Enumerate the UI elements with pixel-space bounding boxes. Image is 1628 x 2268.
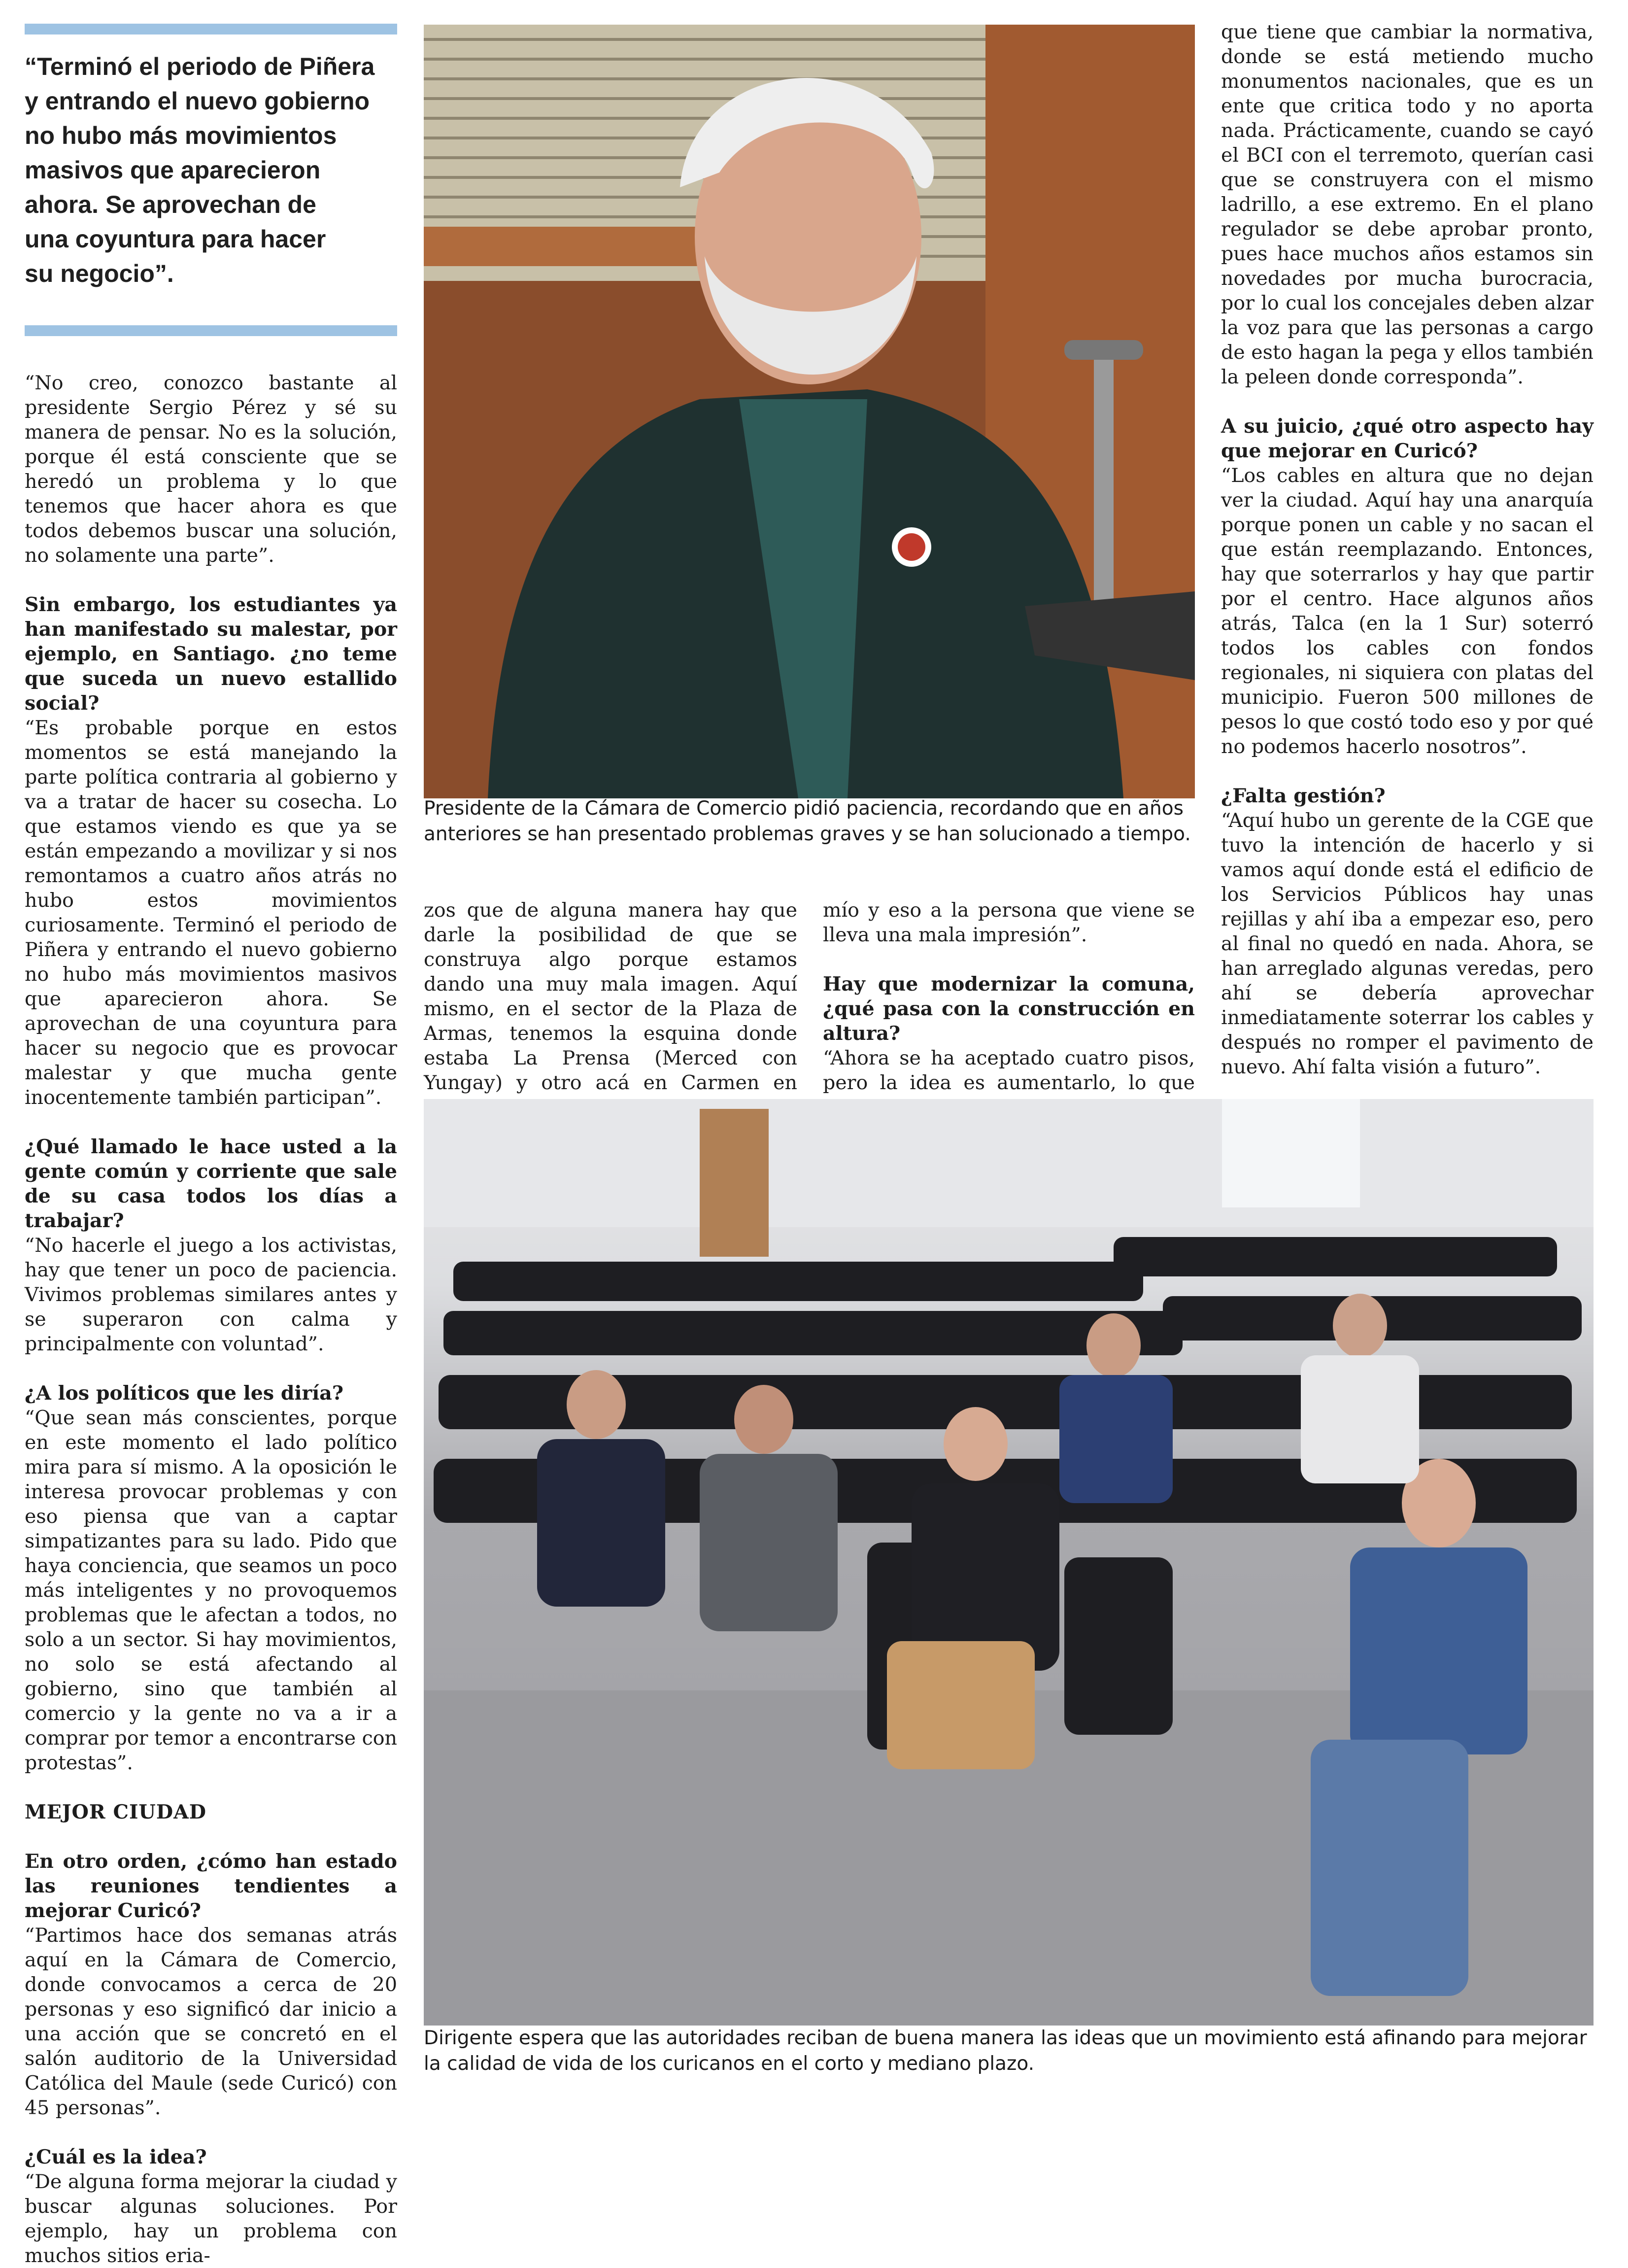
paragraph: mío y eso a la persona que viene se lleva una mala impresión”. <box>823 899 1195 946</box>
photo-caption-2: Dirigente espera que las autoridades reciban de buena manera las ideas que un movimiento está afinando para mejorar la calidad de vida de los curicanos en el corto y mediano plazo. <box>424 2027 1587 2075</box>
question: Hay que modernizar la comuna, ¿qué pasa con la construcción en altura? <box>823 973 1195 1045</box>
question: A su juicio, ¿qué otro aspecto hay que mejorar en Curicó? <box>1221 415 1594 462</box>
answer: “Aquí hubo un gerente de la CGE que tuvo la intención de hacerlo y si vamos aquí donde está el edificio de los Servicios Públicos hay unas rejillas y ahí iba a empezar eso, pero al final no quedó en nada. Ahora, se han arreglado algunas veredas, pero ahí se debería aprovechar inmediatamente soterrar los cables y después no romper el pavimento de nuevo. Ahí falta visión a futuro”. <box>1221 809 1594 1078</box>
answer: “Es probable porque en estos momentos se está manejando la parte política contraria al gobierno y va a tratar de hacer su cosecha. Lo que estamos viendo es que ya se están empezando a movilizar y si nos remontamos a cuatro años atrás no hubo estos movimientos curiosamente. Terminó el periodo de Piñera y entrando el nuevo gobierno no hubo más movimientos masivos que aparecieron ahora. Se aprovechan de una coyuntura para hacer su negocio que es provocar malestar y que mucha gente inocentemente también participan”. <box>25 717 397 1109</box>
column-3 <box>823 898 1195 1120</box>
question: Sin embargo, los estudiantes ya han manifestado su malestar, por ejemplo, en Santiago. ¿no teme que suceda un nuevo estallido social? <box>25 593 397 715</box>
pull-quote: “Terminó el periodo de Piñera y entrando el nuevo gobierno no hubo más movimientos masivos que aparecieron ahora. Se aprovechan de una coyuntura para hacer su negocio”. <box>25 53 375 287</box>
question: ¿Cuál es la idea? <box>25 2146 207 2168</box>
column-4 <box>1221 20 1594 1079</box>
question: En otro orden, ¿cómo han estado las reuniones tendientes a mejorar Curicó? <box>25 1850 397 1922</box>
portrait-illustration <box>424 25 1195 798</box>
auditorium-photo <box>424 1099 1594 2026</box>
paragraph: “No creo, conozco bastante al presidente Sergio Pérez y sé su manera de pensar. No es la solución, porque él está consciente que se heredó un problema y lo que tenemos que hacer ahora es que todos debemos buscar una solución, no solamente una parte”. <box>25 372 397 567</box>
column-1 <box>25 371 397 2268</box>
auditorium-illustration <box>424 1099 1594 2026</box>
section-heading: MEJOR CIUDAD <box>25 1801 207 1823</box>
question: ¿Qué llamado le hace usted a la gente común y corriente que sale de su casa todos los días a trabajar? <box>25 1135 397 1232</box>
paragraph: que tiene que cambiar la normativa, donde se está metiendo mucho monumentos nacionales, que es un ente que critica todo y no aporta nada. Prácticamente, cuando se cayó el BCI con el terremoto, querían casi que se construyera con el mismo ladrillo, a ese extremo. En el plano regulador se debe aprobar pronto, pues hace muchos años estamos sin novedades por mucha burocracia, por lo cual los concejales deben alzar la voz para que las personas a cargo de esto hagan la pega y ellos también la peleen donde corresponda”. <box>1221 21 1594 388</box>
portrait-photo <box>424 25 1195 798</box>
question: ¿A los políticos que les diría? <box>25 1382 344 1405</box>
answer: “Ahora se ha aceptado cuatro pisos, pero la idea es aumentarlo, lo que <box>823 1047 1195 1094</box>
question: ¿Falta gestión? <box>1221 785 1386 807</box>
answer: “Partimos hace dos semanas atrás aquí en la Cámara de Comercio, donde convocamos a cerca de 20 personas y eso significó dar inicio a una acción que se concretó en el salón auditorio de la Universidad Católica del Maule (sede Curicó) con 45 personas”. <box>25 1924 397 2119</box>
photo-caption-1: Presidente de la Cámara de Comercio pidió paciencia, recordando que en años anteriores se han presentado problemas graves y se han solucionado a tiempo. <box>424 797 1191 845</box>
answer: “De alguna forma mejorar la ciudad y buscar algunas soluciones. Por ejemplo, hay un problema con muchos sitios eria- <box>25 2170 397 2267</box>
column-2 <box>424 898 797 1120</box>
top-rule <box>25 24 397 34</box>
paragraph: zos que de alguna manera hay que darle la posibilidad de que se construya algo porque estamos dando una muy mala imagen. Aquí mismo, en el sector de la Plaza de Armas, tenemos la esquina donde estaba La Prensa (Merced con Yungay) y otro acá en Carmen en <box>424 899 797 1094</box>
bottom-rule <box>25 325 397 336</box>
answer: “Que sean más conscientes, porque en este momento el lado político mira para sí mismo. A la oposición le interesa provocar problemas y con eso piensa que van a captar simpatizantes para su lado. Pido que haya conciencia, que seamos un poco más inteligentes y no provoquemos problemas que le afectan a todos, no solo a un sector. Si hay movimientos, no solo se está afectando al gobierno, sino que también al comercio y la gente no va a ir a comprar por temor a encontrarse con protestas”. <box>25 1407 397 1774</box>
answer: “Los cables en altura que no dejan ver la ciudad. Aquí hay una anarquía porque ponen un cable y no sacan el que están reemplazando. Entonces, hay que soterrarlos y hay que partir por el centro. Hace algunos años atrás, Talca (en la 1 Sur) soterró todos los cables con fondos regionales, ni siquiera con platas del municipio. Fueron 500 millones de pesos lo que costó todo eso y por qué no podemos hacerlo nosotros”. <box>1221 464 1594 758</box>
answer: “No hacerle el juego a los activistas, hay que tener un poco de paciencia. Vivimos problemas similares antes y se superaron con calma y principalmente con voluntad”. <box>25 1234 397 1355</box>
